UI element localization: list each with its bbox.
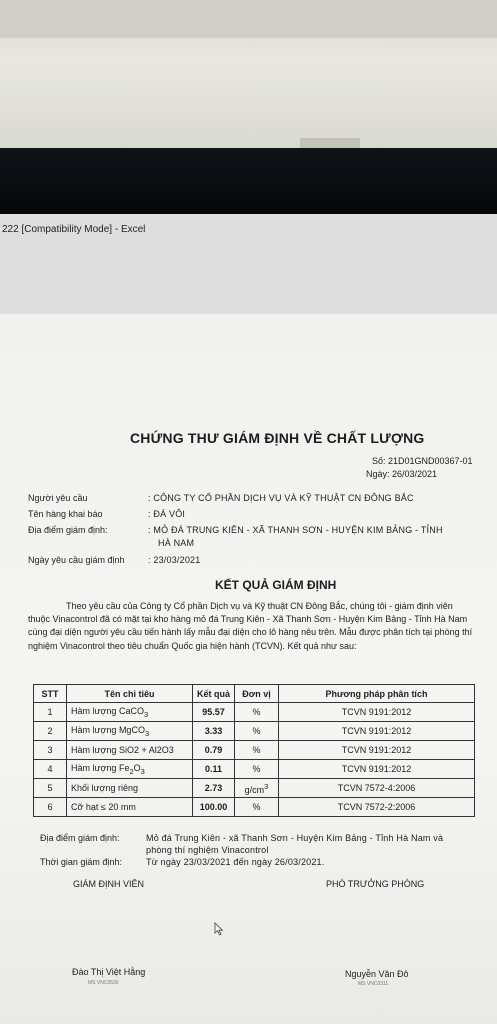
row-result: 0.11 bbox=[193, 760, 235, 779]
row-stt: 1 bbox=[34, 703, 67, 722]
row-name: Hàm lượng $Fe_2O_3$ bbox=[67, 760, 193, 779]
row-unit: % bbox=[235, 760, 279, 779]
deputy-head-code: MS VNC0311 bbox=[358, 981, 389, 987]
row-method: TCVN 9191:2012 bbox=[279, 760, 475, 779]
location-label: Địa điểm giám định: bbox=[40, 833, 120, 843]
header-name: Tên chỉ tiêu bbox=[67, 685, 193, 703]
table-row bbox=[34, 760, 475, 779]
location-value: Mỏ đá Trung Kiên - xã Thanh Sơn - Huyện Kim Bảng - Tỉnh Hà Nam và bbox=[146, 833, 444, 843]
spreadsheet-area[interactable] bbox=[0, 314, 497, 1024]
window-title: 222 [Compatibility Mode] - Excel bbox=[2, 224, 146, 235]
header-result: Kết quả bbox=[193, 685, 235, 703]
row-stt: 4 bbox=[34, 760, 67, 779]
table-row bbox=[34, 741, 475, 760]
row-unit: % bbox=[235, 741, 279, 760]
deputy-head-name: Nguyễn Văn Đô bbox=[345, 969, 409, 979]
excel-title-bar[interactable] bbox=[0, 214, 497, 315]
time-value: Từ ngày 23/03/2021 đến ngày 26/03/2021. bbox=[146, 857, 325, 867]
document-date: Ngày: 26/03/2021 bbox=[366, 469, 438, 479]
inspector-title: GIÁM ĐỊNH VIÊN bbox=[73, 879, 145, 889]
header-stt: STT bbox=[34, 685, 67, 703]
background-vent bbox=[300, 138, 360, 148]
results-table bbox=[33, 684, 475, 817]
row-unit: % bbox=[235, 798, 279, 817]
row-result: 95.57 bbox=[193, 703, 235, 722]
inspection-place-label: Địa điểm giám định: bbox=[28, 525, 108, 535]
inspection-place-value: : MỎ ĐÁ TRUNG KIÊN - XÃ THANH SƠN - HUYỆN KIM BẢNG - TỈNH bbox=[148, 525, 443, 535]
row-stt: 5 bbox=[34, 779, 67, 798]
row-unit: % bbox=[235, 703, 279, 722]
row-result: 0.79 bbox=[193, 741, 235, 760]
requester-value: : CÔNG TY CỔ PHẦN DỊCH VỤ VÀ KỸ THUẬT CN ĐÔNG BẮC bbox=[148, 493, 414, 503]
row-stt: 3 bbox=[34, 741, 67, 760]
row-name: Cỡ hạt ≤ 20 mm bbox=[67, 798, 193, 817]
monitor-bezel bbox=[0, 148, 497, 214]
requester-label: Người yêu cầu bbox=[28, 493, 88, 503]
header-unit: Đơn vị bbox=[235, 685, 279, 703]
header-method: Phương pháp phân tích bbox=[279, 685, 475, 703]
row-result: 100.00 bbox=[193, 798, 235, 817]
row-stt: 2 bbox=[34, 722, 67, 741]
row-method: TCVN 9191:2012 bbox=[279, 741, 475, 760]
table-row bbox=[34, 722, 475, 741]
row-result: 2.73 bbox=[193, 779, 235, 798]
row-name: Khối lượng riêng bbox=[67, 779, 193, 798]
document-title: CHỨNG THƯ GIÁM ĐỊNH VỀ CHẤT LƯỢNG bbox=[130, 430, 425, 446]
mouse-cursor-icon bbox=[214, 922, 224, 936]
row-name: Hàm lượng CaCO$_3$ bbox=[67, 703, 193, 722]
goods-value: : ĐÁ VÔI bbox=[148, 509, 186, 519]
row-result: 3.33 bbox=[193, 722, 235, 741]
background-ceiling bbox=[0, 0, 497, 38]
row-method: TCVN 7572-4:2006 bbox=[279, 779, 475, 798]
request-date-label: Ngày yêu cầu giám định bbox=[28, 555, 125, 565]
row-unit: % bbox=[235, 722, 279, 741]
table-header-row bbox=[34, 685, 475, 703]
goods-label: Tên hàng khai báo bbox=[28, 509, 103, 519]
row-name: Hàm lượng SiO2 + Al2O3 bbox=[67, 741, 193, 760]
row-unit: $g/cm^3$ bbox=[235, 779, 279, 798]
row-stt: 6 bbox=[34, 798, 67, 817]
row-method: TCVN 7572-2:2006 bbox=[279, 798, 475, 817]
table-row bbox=[34, 779, 475, 798]
deputy-head-title: PHÓ TRƯỞNG PHÒNG bbox=[326, 879, 425, 889]
row-method: TCVN 9191:2012 bbox=[279, 722, 475, 741]
row-name: Hàm lượng MgCO$_3$ bbox=[67, 722, 193, 741]
table-row bbox=[34, 703, 475, 722]
document-number: Số: 21D01GND00367-01 bbox=[372, 456, 473, 466]
request-date-value: : 23/03/2021 bbox=[148, 555, 201, 565]
results-heading: KẾT QUẢ GIÁM ĐỊNH bbox=[215, 578, 337, 592]
inspection-place-value-line2: HÀ NAM bbox=[158, 538, 195, 548]
row-method: TCVN 9191:2012 bbox=[279, 703, 475, 722]
inspector-code: MS VNC0530 bbox=[88, 980, 119, 986]
results-paragraph: Theo yêu cầu của Công ty Cổ phần Dịch vụ và Kỹ thuật CN Đông Bắc, chúng tôi - giám định viên thuộc Vinacontrol đã có mặt tại kho hàng mỏ đá Trung Kiên - Xã Thanh Sơn - Huyện Kim Bảng - Tỉnh Hà Nam cùng đại diện người yêu cầu tiến hành lấy mẫu đại diện cho lô hàng nêu trên. Mẫu được phân tích tại phòng thí nghiệm Vinacontrol theo tiêu chuẩn Quốc gia hiện hành (TCVN). Kết quả như sau: bbox=[28, 601, 473, 651]
location-value-line2: phòng thí nghiệm Vinacontrol bbox=[146, 845, 269, 855]
time-label: Thời gian giám định: bbox=[40, 857, 122, 867]
inspector-name: Đào Thị Việt Hằng bbox=[72, 967, 146, 977]
table-row bbox=[34, 798, 475, 817]
